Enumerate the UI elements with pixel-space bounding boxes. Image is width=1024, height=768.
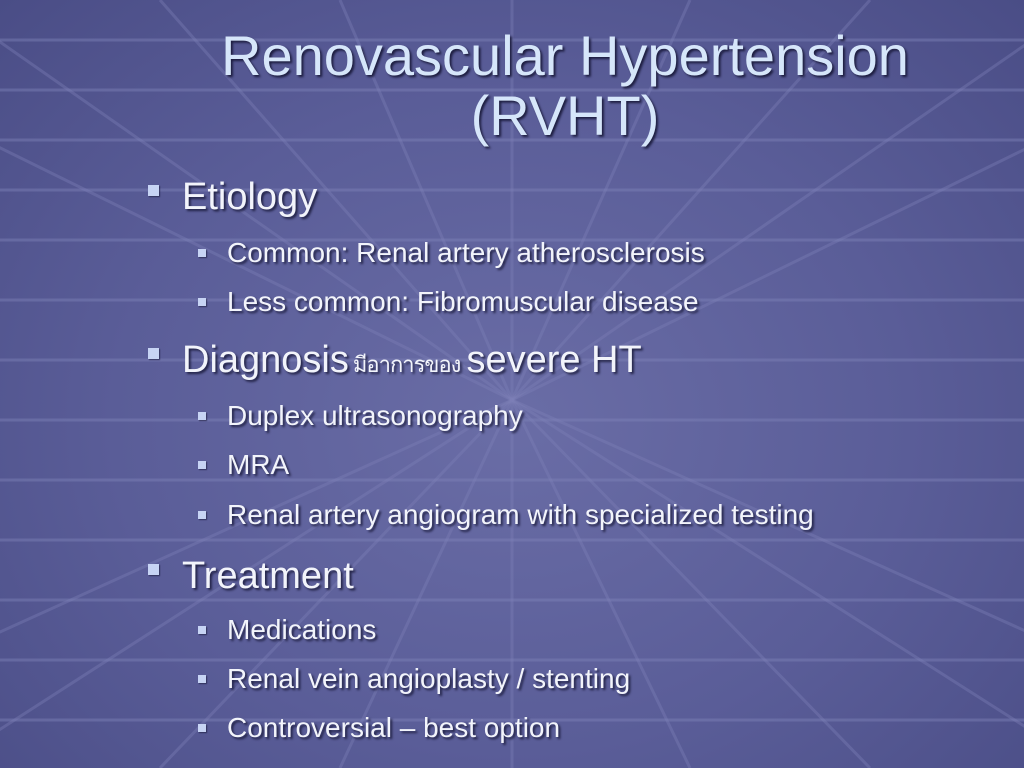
- square-bullet-icon: [148, 564, 159, 575]
- section-heading-suffix: severe HT: [466, 339, 642, 381]
- square-bullet-icon: [148, 185, 159, 196]
- square-bullet-icon: [198, 461, 206, 469]
- list-item: Controversial – best option: [227, 712, 561, 743]
- square-bullet-icon: [198, 298, 206, 306]
- list-item: Medications: [227, 614, 377, 645]
- square-bullet-icon: [198, 249, 206, 257]
- list-item: Common: Renal artery atherosclerosis: [227, 237, 705, 268]
- slide-title-line-1: Renovascular Hypertension: [221, 24, 909, 87]
- list-item: Duplex ultrasonography: [227, 400, 523, 431]
- section-heading-etiology: Etiology: [182, 176, 318, 218]
- section-heading-thai-text: มีอาการของ: [352, 353, 461, 378]
- square-bullet-icon: [198, 724, 206, 732]
- slide-title-line-2: (RVHT): [470, 84, 660, 147]
- section-heading-label: Diagnosis: [182, 339, 349, 381]
- section-heading-treatment: Treatment: [182, 555, 354, 597]
- square-bullet-icon: [198, 626, 206, 634]
- list-item: Renal artery angiogram with specialized testing: [227, 499, 814, 530]
- square-bullet-icon: [148, 348, 159, 359]
- square-bullet-icon: [198, 511, 206, 519]
- list-item: Less common: Fibromuscular disease: [227, 286, 699, 317]
- square-bullet-icon: [198, 675, 206, 683]
- slide-title: [120, 26, 1010, 146]
- square-bullet-icon: [198, 412, 206, 420]
- list-item: MRA: [227, 449, 290, 480]
- section-heading-diagnosis: [182, 338, 642, 388]
- list-item: Renal vein angioplasty / stenting: [227, 663, 631, 694]
